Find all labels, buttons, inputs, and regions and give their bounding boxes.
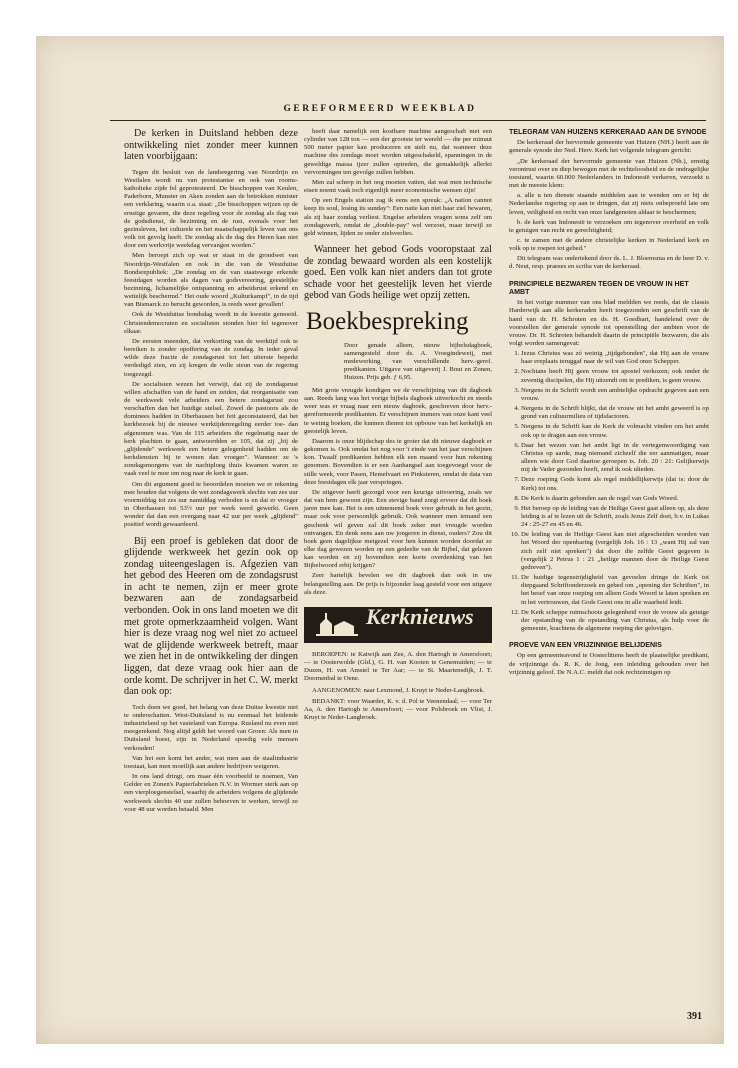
col1-paragraph: Tegen dit besluit van de landsregering van Noordrijn en Westfalen wordt nu van protestantse en ook van rooms-katholieke zijde fel geprotesteerd. De bisschoppen van Keulen, Paderborn, Munster en Aken zonden aan de betrokken minister een verklaring, waarin o.a. staat: „De bisschoppen wijzen op de ernstige gevaren, die deze regeling voor de zondag als dag van de godsdienst, de bezinning en de rust, evenals voor het gezinsleven, het culturele en het maatschappelijk leven van ons volk tot gevolg heeft. De zondag als de dag des Heren kan niet door een werkvrije weekdag vervangen worden." <box>124 168 298 250</box>
review-paragraph: Met grote vreugde kondigen we de verschijning van dit dagboek aan. Reeds lang was het vorige bijbels dagboek uitverkocht en steeds weer was er vraag naar een nieuw dagboek, geschreven door herv.-gereformeerde predikanten. Er verschijnen immers van onze kant veel te weinig boeken, die kunnen dienen tot opbouw van het kerkelijk en geestelijk leven. <box>304 387 492 435</box>
col3-paragraph: Op een gemeenteavond te Oosterlittens heeft de plaatselijke predikant, de vrijzinnige ds. R. K. de Jong, een inleiding gehouden over het vrijzinnig geloof. De N.A.C. meldt dat ook rechtzinnigen op <box>509 652 709 676</box>
list-item: 5. Nergens in de Schrift kan de Kerk de volmacht vinden om het ambt ook op te dragen aan een vrouw. <box>521 423 709 439</box>
newspaper-page <box>36 36 724 1044</box>
section-heading: PROEVE VAN EEN VRIJZINNIGE BELIJDENIS <box>509 641 662 650</box>
column-2 <box>304 128 492 725</box>
section-heading: TELEGRAM VAN HUIZENS KERKERAAD AAN DE SYNODE <box>509 128 707 136</box>
list-item: 7. Deze roeping Gods komt als regel middellijkerwijs (dat is: door de Kerk) tot ons. <box>521 476 709 492</box>
page-number: 391 <box>687 1011 702 1022</box>
list-item: 6. Daar het wezen van het ambt ligt in de vertegenwoordiging van Christus op aarde, mag niemand zichzelf die eer aanmatigen, maar alleen wie door God daartoe geroepen is. Joh. 20 : 21: Gelijkerwijs mij de Vader gezonden heeft, zend ik ook ulieden. <box>521 442 709 475</box>
col2-paragraph: Men zal scherp in het oog moeten vatten, dat wat men technische eisen noemt vaak toch eigenlijk meer economische wensen zijn! <box>304 178 492 195</box>
col3-paragraph: De kerkeraad der hervormde gemeente van Huizen (NH.) heeft aan de generale synode der Ned. Herv. Kerk het volgende telegram gericht: <box>509 139 709 155</box>
aangenomen: AANGENOMEN: naar Lexmond, J. Kruyt te Neder-Langbroek. <box>312 686 485 694</box>
church-icon <box>312 612 360 638</box>
header-rule <box>110 120 706 121</box>
review-paragraph: Zeer hartelijk bevelen we dit dagboek dan ook in uw belangstelling aan. De prijs is bijzonder laag gesteld voor een uitgave als deze. <box>304 572 492 596</box>
section-heading: PRINCIPIELE BEZWAREN TEGEN DE VROUW IN HET AMBT <box>509 279 689 296</box>
col3-paragraph: Dit telegram was ondertekend door ds. L. J. Bloemsma en de heer D. v. d. Neut, resp. praeses en scriba van de kerkeraad. <box>509 255 709 271</box>
review-paragraph: Daarom is onze blijdschap des te groter dat dit nieuwe dagboek er gekomen is. Ook omdat het nog voor 't einde van het jaar verschijnen kon. Twaalf predikanten hebben elk een maand voor hun rekening genomen. Bovendien is er een Aanhangsel aan toegevoegd voor de stille week, voor Pasen, Hemelvaart en Pinksteren, omdat de data van deze feestdagen elk jaar verspringen. <box>304 437 492 486</box>
col1-paragraph: In ons land dringt, om maar één voorbeeld te noemen, Van Gelder en Zonen's Papierfabrieken N.V. in Wormer sterk aan op een vierploegenstelsel, waarbij de arbeiders volgens de glijdende werkweek slechts 40 uur zullen behoeven te werken, terwijl ze voor 48 uur worden betaald. Men <box>124 773 298 813</box>
col3-paragraph: „De kerkeraad der hervormde gemeente van Huizen (Nh.), ernstig verontrust over en diep bewogen met de rechteloosheid en de ondragelijke toestand, waarin 60.000 Nederlanders in Indonesië verkeren, verzoekt u met de meeste klem: <box>509 157 709 190</box>
list-item: 4. Nergens in de Schrift blijkt, dat de vrouw uit het ambt geweerd is op grond van cultuurmilieu of tijdsfactoren. <box>521 405 709 421</box>
list-item: 10. De leiding van de Heilige Geest kan niet afgescheiden worden van het Woord der openbaring (vergelijk Joh. 16 : 13 „want Hij zal van zich zelf niet spreken") dat door die zelfde Geest gegeven is (vergelijk 2 Petrus 1 : 21 „heilige mannen door de Heilige Geest gedreven"). <box>521 531 709 572</box>
page-header: GEREFORMEERD WEEKBLAD <box>283 104 477 114</box>
list-item: 3. Nergens in de Schrift wordt een ambtelijke opdracht gegeven aan een vrouw. <box>521 387 709 403</box>
col1-paragraph: De socialisten wezen het verwijt, dat zij de zondagsrust willen afschaffen van de hand en zeiden, dat reorganisatie van de werkweek vele arbeiders een betere zondagsrust zou verschaffen dan het huidige stelsel. Zowel de pastoors als de dominees hadden in Oberhausen het feit geconstateerd, dat het kerkbezoek bij de nieuwe werktijdenregeling eerder toe- dan afgenomen was. Van de 115 arbeiders die regelmatig naar de kerk plachten te gaan, antwoordden er 105, dat zij „bij de „glijdende" werkweek een betere gelegenheid hadden om de kerkdiensten bij te wonen dan vroeger". Wanneer ze 's zondagsmorgens van de nachtploeg thuis kwamen waren ze vaak veel te moe om nog naar de kerk te gaan. <box>124 380 298 478</box>
column-3 <box>509 128 709 679</box>
list-item: 2. Nochtans heeft Hij geen vrouw tot apostel verkozen; ook onder de zeventig discipelen, die Hij uitzendt om te prediken, is geen vrouw. <box>521 368 709 384</box>
col1-paragraph: Van het een komt het ander, wat men aan de staalindustrie toestaat, kan men moeilijk aan andere bedrijven weigeren. <box>124 754 298 770</box>
list-item: 11. De huidige tegenstrijdigheid van gevoelen dringe de Kerk tot diepgaand Schriftonderzoek en gebed om „opening der Schriften", in het besef van onze roeping om alleen Gods Woord te laten spreken en in het vertrouwen, dat Gods Geest ons in alle waarheid leidt. <box>521 574 709 607</box>
review-title: Boekbespreking <box>306 308 469 335</box>
column-1 <box>124 128 298 816</box>
col1-paragraph: Ook de Westduitse bondsdag wordt in de kwestie gemoeid. Christendemocraten en socialisten stonden hier fel tegenover elkaar. <box>124 311 298 335</box>
banner-title: Kerknieuws <box>366 603 474 629</box>
list-item: 9. Het beroep op de leiding van de Heilige Geest gaat alleen op, als deze leiding is af te lezen uit de Schrift, zoals Jezus Zelf doet, b.v. in Lukas 24 : 25-27 en 45 en 46. <box>521 505 709 529</box>
col1-paragraph: De eersten meenden, dat verkorting van de werktijd ook te bereiken is zonder opoffering van de zondag. In ieder geval wilde deze fractie de zondagsrust tot het uiterste beperkt verdedigd zien, en zij kregen de volle steun van de regering toegezegd. <box>124 337 298 378</box>
col2-paragraph: heeft daar namelijk een kostbare machine aangeschaft met een cylinder van 128 ton — een der grootste ter wereld — die per minuut 500 meter papier kan produceren en stelt nu, dat wanneer deze machine des zondags moet worden uitgeschakeld, spanningen in de geweldige massa ijzer zullen optreden, die gemakkelijk allerlei vervormingen ten gevolge zullen hebben. <box>304 128 492 176</box>
col3-paragraph: c. te zamen met de andere christelijke kerken in Nederland kerk en volk op te roepen tot gebed." <box>509 237 709 253</box>
review-paragraph: De uitgever heeft gezorgd voor een keurige uitvoering, zoals we dat van hem gewoon zijn. Een stevige band zorgt ervoor dat dit boek jaren mee kan. Het is een uitnemend boek voor gebruik in het gezin, maar ook voor persoonlijk gebruik. Ook wanneer men iemand een geschenk wil geven zal dit boek zeker met vreugde worden ontvangen. En denk eens aan uw jongeren in dienst, ouders? Zou dit boek geen dagelijkse metgezel voor hen kunnen worden doordat ze elke dag gewezen worden op een gedeelte van de Bijbel, dat gelezen kan worden en zij bovendien een korte overdenking van het Bijbelwoord erbij krijgen? <box>304 488 492 570</box>
col1-paragraph: Men beroept zich op wat er staat in de grondwet van Noordrijn-Westfalen en ook in die van de Westduitse Bondsrepubliek: „De zondag en de van staatswege erkende feestdagen worden als dagen van godsvereering, geestelijke bezinning, lichamelijke ontspanning en arbeidsrust erkend en wettelijk beschermd." Het oude woord „Kulturkampf", in de tijd van Bismarck zo berucht geworden, is reeds weer gevallen! <box>124 252 298 309</box>
col1-paragraph: Toch doen we goed, het belang van deze Duitse kwestie niet te onderschatten. West-Duitsland is nu eenmaal het leidende industrieland op het vasteland van Europa. Rusland nu even niet meegerekend. Nog altijd geldt het woord van Groen: Als men in Duitsland hoest, zijn in Nederland spoedig vele mensen verkouden! <box>124 703 298 752</box>
list-item: 8. De Kerk is daarin gebonden aan de regel van Gods Woord. <box>521 495 709 503</box>
book-info: Door genade alleen, nieuw bijbelsdagboek, samengesteld door ds. A. Vroegindeweij, met medewerking van verschillende herv.-geref. predikanten. Uitgave van uitgeverij J. Bout en Zonen, Huizen. Prijs geb. ƒ 6,95. <box>344 342 492 381</box>
list-item: 1. Jezus Christus was zó weinig „tijdgebonden", dat Hij aan de vrouw haar ereplaats teruggaf naar de wil van God onze Schepper. <box>521 350 709 366</box>
col1-paragraph: Om dit argument goed te beoordelen moeten we er rekening mee houden dat volgens de wet zondagswerk slechts van zes uur voormiddag tot zes uur namiddag verboden is en dat er vroeger in Oberhausen tot 53½ uur per week werd gewerkt. Geen wonder dat dan een overgang naar 42 uur per week „glijdend" positief wordt gewaardeerd. <box>124 480 298 529</box>
col3-paragraph: In het vorige nummer van ons blad meldden we reeds, dat de classis Harderwijk aan alle kerkeraden heeft toegezonden een geschrift van de hand van dr. H. Schroten en ds. H. Goedhart, handelend over de voorstellen der generale synode tot openstelling der ambten voor de vrouw. Dr. H. Schroten behandelt daarin de principiële bezwaren, die als volgt worden samengevat: <box>509 299 709 348</box>
list-item: 12. De Kerk scheppe ruimschoots gelegenheid voor de vrouw als getuige der opstanding van de opstanding van Christus, als hulp voor de gemeente, krachtens de algemene roeping der gelovigen. <box>521 609 709 633</box>
col1-highlight: Bij een proef is gebleken dat door de glijdende werkweek het gezin ook op zondag uiteengeslagen is. Afgezien van het gebod des Heeren om de zondagsrust in acht te nemen, zijn er meer grote bezwaren aan de zondagsarbeid verbonden. Ook in ons land moeten we dit met grote opmerkzaamheid volgen. Want hier is deze vraag nog wel niet zo actueel wat de glijdende werkweek betreft, maar we zien het in de ontwikkeling der dingen liggen, dat deze vraag ook hier aan de orde komt. De schrijver in het C. W. merkt dan ook op: <box>124 535 299 698</box>
col3-paragraph: a. alle u ten dienste staande middelen aan te wenden om er bij de Nederlandse regering op aan te dringen, dat zij niets onbeproefd late om leven, veiligheid en recht van onze landgenoten aldaar te beschermen; <box>509 192 709 216</box>
col2-paragraph: Op een Engels station zag ik eens een spreuk: „A nation cannot keep its soul, losing its sunday": Een natie kan niet haar ziel bewaren, als zij haar zondag verliest. Engelse arbeiders vragen soms zelf om zondagswerk, omdat de „double-pay" wel verzoet, maar terwijl ze geld winnen, lijden ze onder zielsverlies. <box>304 197 492 237</box>
kerknieuws-banner <box>304 603 492 643</box>
objections-list <box>509 350 709 633</box>
beroepen: BEROEPEN: te Katwijk aan Zee, A. den Hartogh te Amersfoort; — te Oosterwolde (Gld.), G. H. van Kooten te Genemuiden; — te Duzen, H. van Amstel te Ter Aar; — te St. Maartensdijk, J. T. Doornenbal te Oene. <box>304 650 492 683</box>
bedankt: BEDANKT: voor Waarder, K. v. d. Pol te Veenendaal; — voor Ter Aa, A. den Hartogh te Amersfoort; — voor Polsbroek en Vlist, J. Kruyt te Neder-Langbroek. <box>304 697 492 721</box>
col3-paragraph: b. de kerk van Indonesië te verzoeken om tegenover overheid en volk te getuigen van recht en gerechtigheid; <box>509 218 709 234</box>
col1-intro: De kerken in Duitsland hebben deze ontwikkeling niet zonder meer kunnen laten voorbijgaan: <box>124 128 298 163</box>
col2-highlight: Wanneer het gebod Gods vooropstaat zal de zondag bewaard worden als een kostelijk goed. Een volk kan niet anders dan tot grote schade voor het geestelijk leven het vierde gebod van Gods heilige wet opzij zetten. <box>304 244 492 302</box>
